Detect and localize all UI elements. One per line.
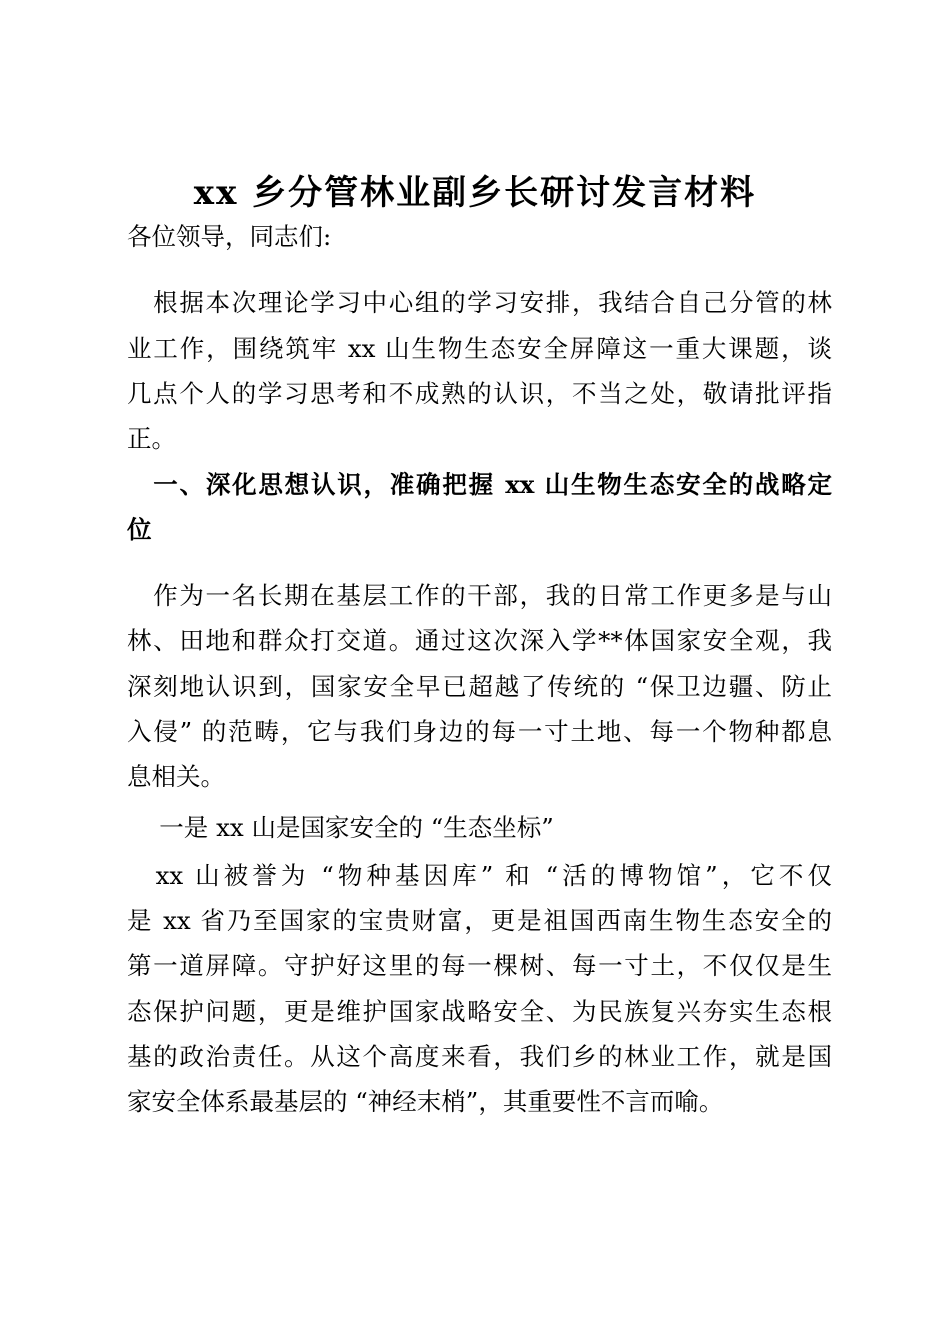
paragraph-line: 深刻地认识到，国家安全早已超越了传统的 “保卫边疆、防止 bbox=[127, 672, 832, 701]
subsection-heading: 一是 xx 山是国家安全的 “生态坐标” bbox=[127, 813, 554, 842]
paragraph-line: 作为一名长期在基层工作的干部，我的日常工作更多是与山 bbox=[127, 581, 832, 610]
paragraph-line: 入侵” 的范畴，它与我们身边的每一寸土地、每一个物种都息 bbox=[127, 717, 832, 746]
paragraph-line: 根据本次理论学习中心组的学习安排，我结合自己分管的林 bbox=[127, 288, 832, 317]
paragraph-line: 几点个人的学习思考和不成熟的认识，不当之处，敬请批评指 bbox=[127, 379, 832, 408]
paragraph-line: 林、田地和群众打交道。通过这次深入学**体国家安全观，我 bbox=[127, 626, 832, 655]
paragraph-line: 态保护问题，更是维护国家战略安全、为民族复兴夯实生态根 bbox=[127, 997, 832, 1026]
paragraph-line: 业工作，围绕筑牢 xx 山生物生态安全屏障这一重大课题，谈 bbox=[127, 334, 832, 363]
section-heading: 位 bbox=[127, 515, 152, 544]
greeting: 各位领导，同志们: bbox=[127, 222, 332, 251]
paragraph-line: 是 xx 省乃至国家的宝贵财富，更是祖国西南生物生态安全的 bbox=[127, 906, 832, 935]
paragraph-line: xx 山被誉为 “物种基因库” 和 “活的博物馆”，它不仅 bbox=[127, 861, 832, 890]
paragraph-line: 第一道屏障。守护好这里的每一棵树、每一寸土，不仅仅是生 bbox=[127, 951, 832, 980]
section-heading: 一、深化思想认识，准确把握 xx 山生物生态安全的战略定 bbox=[127, 470, 832, 499]
paragraph-line: 正。 bbox=[127, 424, 176, 453]
paragraph-line: 息相关。 bbox=[127, 762, 225, 791]
paragraph-line: 基的政治责任。从这个高度来看，我们乡的林业工作，就是国 bbox=[127, 1042, 832, 1071]
paragraph-line: 家安全体系最基层的 “神经末梢”，其重要性不言而喻。 bbox=[127, 1087, 724, 1116]
document-title: xx 乡分管林业副乡长研讨发言材料 bbox=[193, 173, 757, 213]
